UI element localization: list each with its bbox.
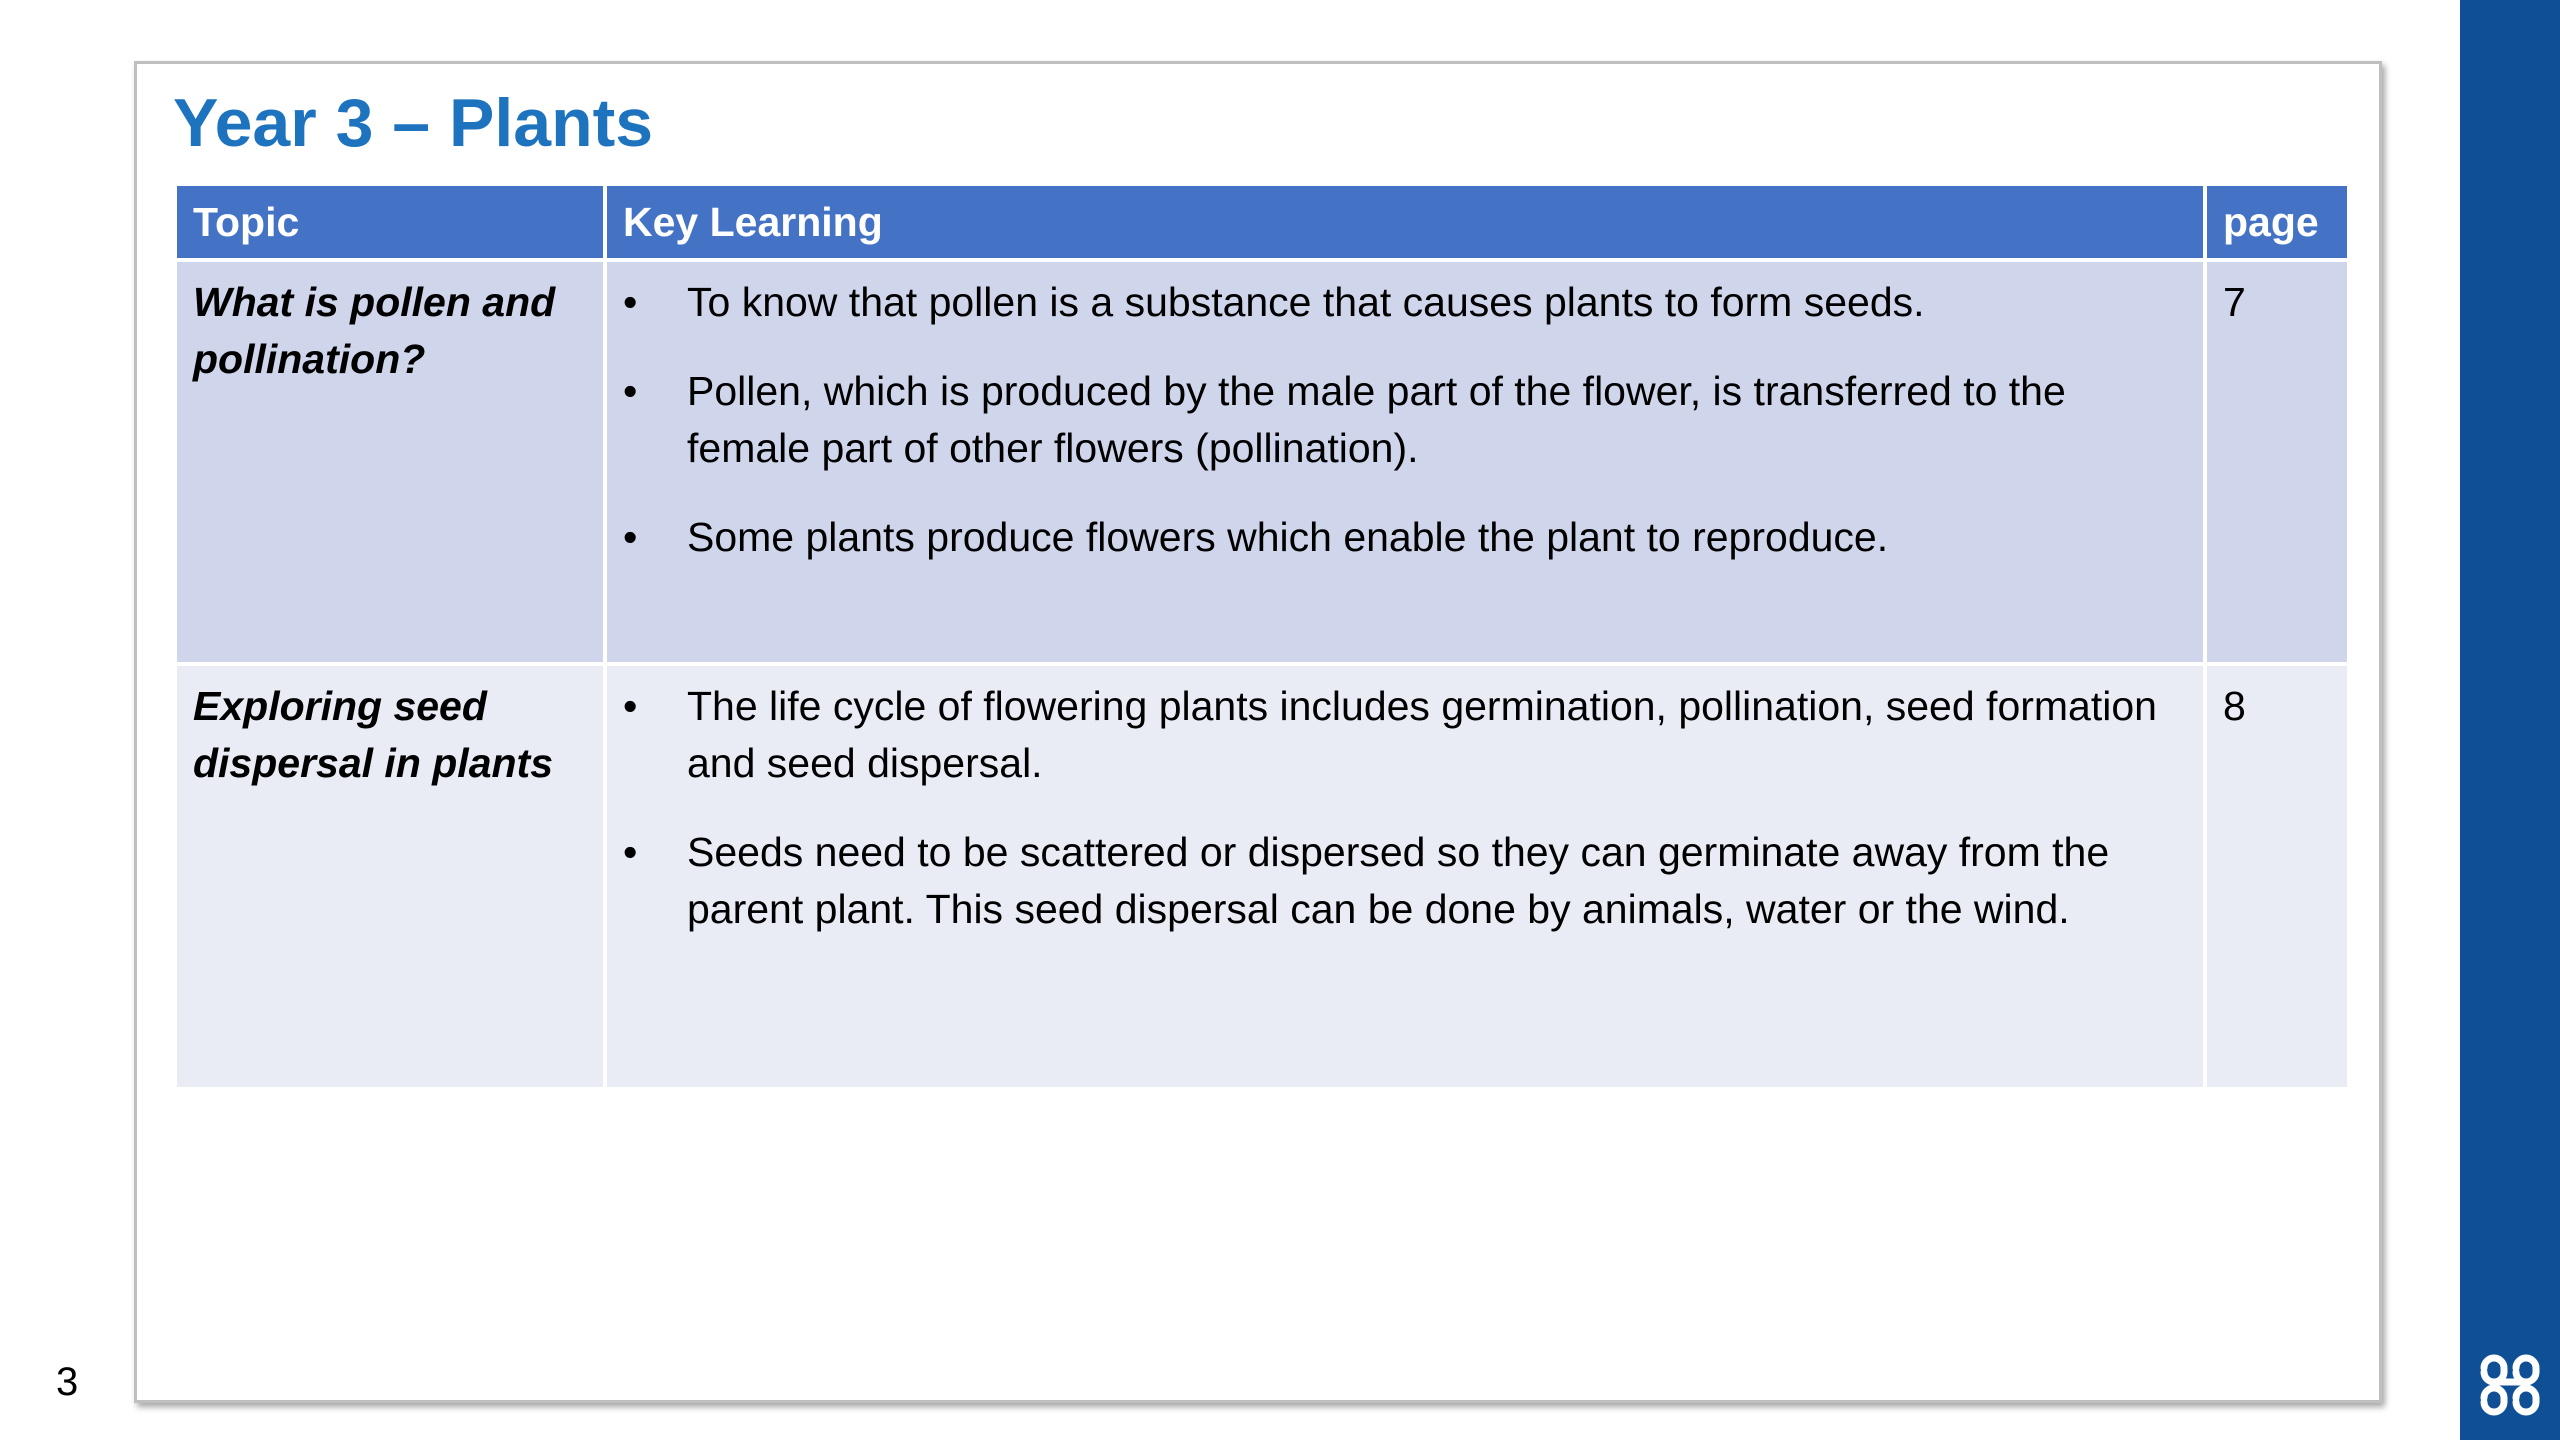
- bullet-icon: •: [623, 279, 638, 325]
- list-item: [623, 363, 2187, 477]
- header-key-learning: Key Learning: [605, 184, 2205, 260]
- page-cell: 7: [2205, 260, 2349, 664]
- key-learning-list: [623, 274, 2187, 566]
- school-logo-icon: [2476, 1348, 2546, 1418]
- list-item-text: Pollen, which is produced by the male part of the flower, is transferred to the female part of other flowers (pollination).: [687, 368, 2066, 471]
- table-row: [175, 260, 2349, 664]
- slide-title: Year 3 – Plants: [173, 85, 654, 161]
- list-item: [623, 274, 2187, 331]
- side-bar: [2460, 0, 2560, 1440]
- header-topic: Topic: [175, 184, 605, 260]
- bullet-icon: •: [623, 368, 638, 414]
- bullet-icon: •: [623, 683, 638, 729]
- topic-cell: Exploring seed dispersal in plants: [175, 664, 605, 1089]
- bullet-icon: •: [623, 829, 638, 875]
- slide-frame: [134, 61, 2382, 1403]
- key-learning-list: [623, 678, 2187, 938]
- key-learning-cell: [605, 260, 2205, 664]
- list-item-text: Some plants produce flowers which enable the plant to reproduce.: [687, 514, 1889, 560]
- key-learning-table: [173, 182, 2351, 1091]
- table-row: [175, 664, 2349, 1089]
- list-item-text: The life cycle of flowering plants includes germination, pollination, seed formation and seed dispersal.: [687, 683, 2157, 786]
- slide-page-number: 3: [56, 1360, 79, 1404]
- list-item: [623, 678, 2187, 792]
- table-header-row: [175, 184, 2349, 260]
- list-item: [623, 509, 2187, 566]
- header-page: page: [2205, 184, 2349, 260]
- list-item: [623, 824, 2187, 938]
- topic-cell: What is pollen and pollination?: [175, 260, 605, 664]
- list-item-text: Seeds need to be scattered or dispersed so they can germinate away from the parent plant. This seed dispersal can be done by animals, water or the wind.: [687, 829, 2110, 932]
- page-cell: 8: [2205, 664, 2349, 1089]
- list-item-text: To know that pollen is a substance that causes plants to form seeds.: [687, 279, 1925, 325]
- key-learning-cell: [605, 664, 2205, 1089]
- bullet-icon: •: [623, 514, 638, 560]
